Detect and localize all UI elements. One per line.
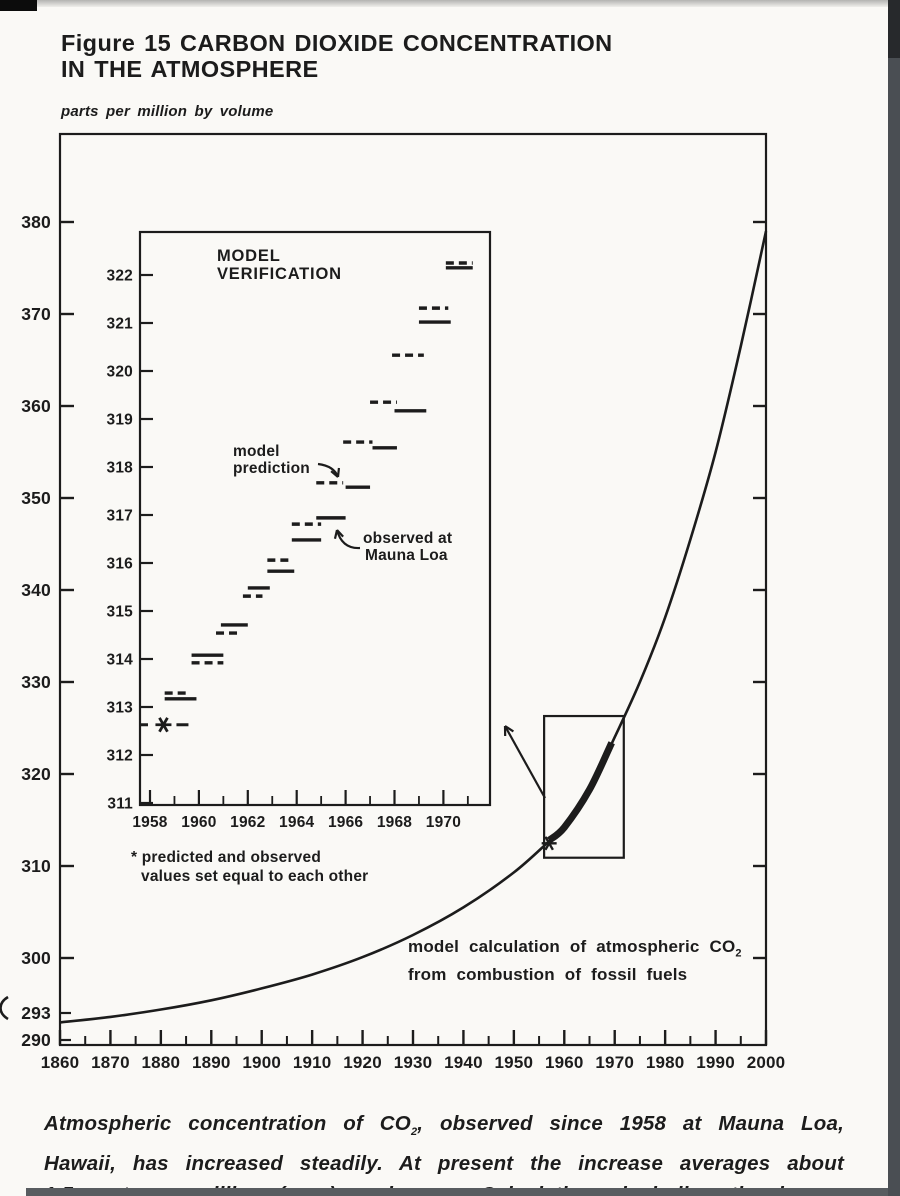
annotation-line2: from combustion of fossil fuels — [408, 965, 688, 985]
observed-label: observed at — [363, 530, 453, 547]
main-x-tick-label: 1880 — [141, 1053, 181, 1072]
main-y-tick-label: 340 — [21, 580, 51, 600]
main-x-tick-label: 1930 — [393, 1053, 433, 1072]
scan-right-edge — [888, 0, 900, 1196]
arrowhead — [338, 468, 339, 477]
model-calculation-annotation — [408, 936, 742, 986]
main-y-tick-label: 380 — [21, 212, 51, 232]
inset-x-tick-label: 1960 — [181, 814, 217, 831]
main-y-tick-label: 320 — [21, 764, 51, 784]
main-x-tick-label: 1980 — [645, 1053, 685, 1072]
inset-x-tick-label: 1964 — [279, 814, 315, 831]
inset-y-tick-label: 315 — [106, 603, 133, 621]
box-to-inset-arrow — [505, 726, 545, 798]
observed-label: Mauna Loa — [365, 547, 448, 564]
inset-y-tick-label: 312 — [106, 747, 133, 765]
inset-x-tick-label: 1966 — [327, 814, 364, 831]
main-x-tick-label: 1870 — [91, 1053, 130, 1072]
inset-footnote-line2: values set equal to each other — [141, 868, 369, 885]
scan-right-edge-dark — [888, 0, 900, 58]
main-y-tick-label: 300 — [21, 948, 51, 968]
annotation-line1: model calculation of atmospheric $CO_2$ — [408, 937, 742, 960]
main-x-tick-label: 2000 — [746, 1053, 786, 1072]
model-prediction-label: model — [233, 443, 280, 460]
inset-y-tick-label: 318 — [106, 459, 133, 477]
inset-title-line2: VERIFICATION — [217, 265, 342, 283]
main-y-tick-label: 360 — [21, 396, 51, 416]
main-y-tick-label: 350 — [21, 488, 51, 508]
main-x-tick-label: 1990 — [696, 1053, 735, 1072]
main-x-tick-label: 1900 — [242, 1053, 282, 1072]
inset-x-tick-label: 1970 — [425, 814, 462, 831]
main-x-tick-label: 1910 — [292, 1053, 332, 1072]
main-x-tick-label: 1890 — [191, 1053, 231, 1072]
inset-x-tick-label: 1958 — [132, 814, 168, 831]
figure-title — [61, 30, 613, 82]
inset-y-tick-label: 314 — [106, 651, 133, 669]
inset-y-tick-label: 322 — [106, 267, 133, 285]
inset-y-tick-label: 311 — [107, 795, 133, 813]
inset-y-tick-label: 317 — [106, 507, 133, 525]
axis-break-squiggle — [1, 997, 9, 1019]
main-y-tick-label: 370 — [21, 304, 51, 324]
figure-title-line2: IN THE ATMOSPHERE — [61, 56, 319, 82]
main-y-tick-label: 290 — [21, 1030, 51, 1050]
main-x-tick-label: 1970 — [595, 1053, 635, 1072]
figure-caption — [44, 1108, 844, 1196]
inset-y-tick-label: 320 — [106, 363, 133, 381]
figure-title-line1: Figure 15 CARBON DIOXIDE CONCENTRATION — [61, 30, 613, 56]
inset-title-line1: MODEL — [217, 247, 281, 265]
inset-y-tick-label: 316 — [106, 555, 133, 573]
caption-line1: Atmospheric concentration of $CO_2$, observed since 1958 at Mauna Loa, — [44, 1112, 844, 1139]
observed-thick-segment — [549, 743, 612, 841]
model-prediction-label: prediction — [233, 460, 310, 477]
inset-y-tick-label: 319 — [106, 411, 133, 429]
inset-footnote-line1: * predicted and observed — [131, 849, 321, 866]
scan-bottom-edge — [26, 1188, 888, 1196]
main-x-tick-label: 1940 — [444, 1053, 483, 1072]
scan-top-left-mark — [0, 0, 37, 11]
main-x-tick-label: 1950 — [494, 1053, 534, 1072]
main-x-tick-label: 1920 — [343, 1053, 382, 1072]
scan-top-edge — [0, 0, 888, 7]
inset-y-tick-label: 313 — [106, 699, 133, 717]
inset-x-tick-label: 1962 — [230, 814, 266, 831]
main-x-tick-label: 1960 — [544, 1053, 584, 1072]
caption-line2: Hawaii, has increased steadily. At present the increase averages about — [44, 1152, 844, 1176]
main-y-tick-label: 310 — [21, 856, 51, 876]
inset-y-tick-label: 321 — [106, 315, 133, 333]
main-y-tick-label: 293 — [21, 1003, 51, 1023]
inset-x-tick-label: 1968 — [376, 814, 413, 831]
y-axis-units-label: parts per million by volume — [61, 103, 274, 120]
inset-frame — [140, 232, 490, 805]
main-x-tick-label: 1860 — [40, 1053, 80, 1072]
main-y-tick-label: 330 — [21, 672, 51, 692]
